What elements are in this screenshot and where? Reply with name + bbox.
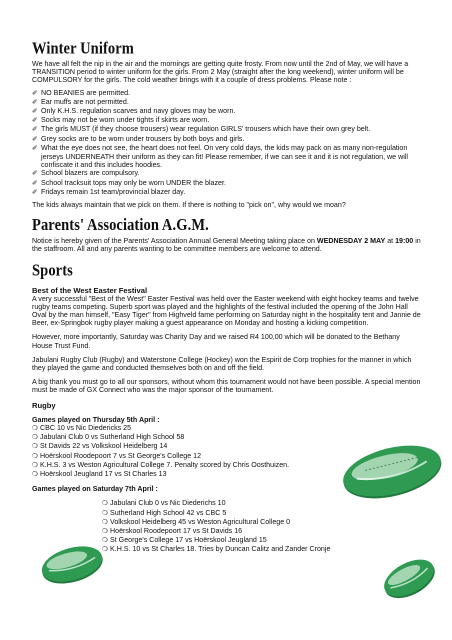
list-item-text: St Davids 22 vs Volkskool Heidelberg 14 bbox=[40, 442, 168, 451]
list-item-text: Socks may not be worn under tights if skirts are worn. bbox=[41, 116, 210, 125]
list-item-text: School tracksuit tops may only be worn UNDER the blazer. bbox=[41, 178, 226, 187]
list-item-text: School blazers are compulsory. bbox=[41, 169, 140, 178]
pen-nib-icon: ✐ bbox=[32, 188, 38, 196]
circle-bullet-icon: ❍ bbox=[102, 518, 108, 526]
list-item-text: Volkskool Heidelberg 45 vs Weston Agricultural College 0 bbox=[110, 517, 291, 526]
festival-para-1: A very successful "Best of the West" Easter Festival was held over the Easter weekend with eight hockey teams and twelve rugby teams competing. Superb sport was played and the highlights of the festival included the opening of the John Hall Oval by the man himself, "Easy Tiger" from Highveld fame performing on Saturday night in the hospitality tent and Jannie de Beer, ex-Springbok rugby player making a guest appearance on Monday and hosting a kicking competition. bbox=[32, 294, 421, 328]
list-item bbox=[102, 509, 422, 518]
sports-title: Sports bbox=[32, 261, 73, 280]
list-item-text: St George's College 17 vs Hoërskool Jeugland 15 bbox=[110, 536, 267, 545]
thursday-heading: Games played on Thursday 5th April : bbox=[32, 415, 160, 424]
saturday-heading: Games played on Saturday 7th April : bbox=[32, 485, 158, 494]
list-item bbox=[102, 536, 422, 545]
list-item-text: Hoërskool Roodepoort 7 vs St George's College 12 bbox=[40, 451, 202, 460]
circle-bullet-icon: ❍ bbox=[32, 434, 38, 442]
list-item-text: Sutherland High School 42 vs CBC 5 bbox=[110, 508, 227, 517]
list-item-text: K.H.S. 3 vs Weston Agricultural College 7. Penalty scored by Chris Oosthuizen. bbox=[40, 460, 290, 469]
circle-bullet-icon: ❍ bbox=[32, 452, 38, 460]
list-item-text: Only K.H.S. regulation scarves and navy gloves may be worn. bbox=[41, 107, 236, 116]
pen-nib-icon: ✐ bbox=[32, 170, 38, 178]
list-item bbox=[32, 188, 422, 197]
list-item-text: NO BEANIES are permitted. bbox=[41, 88, 131, 97]
circle-bullet-icon: ❍ bbox=[102, 546, 108, 554]
list-item bbox=[102, 518, 422, 527]
list-item-text: Hoërskool Jeugland 17 vs St Charles 13 bbox=[40, 469, 167, 478]
list-item-text: The girls MUST (if they choose trousers) wear regulation GIRLS' trousers which have their own grey belt. bbox=[41, 125, 371, 134]
list-item bbox=[32, 144, 422, 170]
pen-nib-icon: ✐ bbox=[32, 117, 38, 125]
pen-nib-icon: ✐ bbox=[32, 144, 38, 152]
list-item bbox=[32, 125, 422, 134]
circle-bullet-icon: ❍ bbox=[32, 461, 38, 469]
list-item bbox=[32, 107, 422, 116]
list-item bbox=[32, 169, 422, 178]
list-item bbox=[32, 89, 422, 98]
festival-para-2: However, more importantly, Saturday was Charity Day and we raised R4 100,00 which will be donated to the Bethany House Trust Fund. bbox=[32, 333, 400, 350]
list-item-text: Grey socks are to be worn under trousers by both boys and girls. bbox=[41, 134, 245, 143]
list-item bbox=[32, 135, 422, 144]
pen-nib-icon: ✐ bbox=[32, 108, 38, 116]
list-item-text: What the eye does not see, the heart does not feel. On very cold days, the kids may pack on as many non-regulation jerseys UNDERNEATH their uniform as they can fit! Please remember, if we can see it and it is not regulation, we will confiscate it and this includes hoodies. bbox=[41, 143, 408, 170]
circle-bullet-icon: ❍ bbox=[102, 509, 108, 517]
list-item-text: CBC 10 vs Nic Diedericks 25 bbox=[40, 423, 132, 432]
list-item bbox=[102, 527, 422, 536]
winter-intro: We have all felt the nip in the air and the mornings are getting quite frosty. From now until the 2nd of May, we will have a TRANSITION period to winter uniform for the girls. From 2 May (straight after the long weekend), winter uniform will be COMPULSORY for the girls. The cold weather brings with it a couple of dress problems. Please note : bbox=[32, 60, 409, 85]
pen-nib-icon: ✐ bbox=[32, 126, 38, 134]
circle-bullet-icon: ❍ bbox=[102, 527, 108, 535]
circle-bullet-icon: ❍ bbox=[102, 500, 108, 508]
list-item bbox=[102, 545, 422, 554]
rugby-heading: Rugby bbox=[32, 400, 56, 410]
circle-bullet-icon: ❍ bbox=[32, 443, 38, 451]
rugby-ball-icon bbox=[378, 555, 440, 601]
festival-heading: Best of the West Easter Festival bbox=[32, 285, 148, 295]
list-item-text: Jabulani Club 0 vs Nic Diederichs 10 bbox=[110, 499, 226, 508]
winter-closing: The kids always maintain that we pick on them. If there is nothing to "pick on", why would we moan? bbox=[32, 201, 346, 210]
festival-para-4: A big thank you must go to all our sponsors, without whom this tournament would not have been possible. A special mention must be made of GX Connect who was the major sponsor of the tournament. bbox=[32, 378, 421, 395]
list-item bbox=[32, 179, 422, 188]
circle-bullet-icon: ❍ bbox=[102, 537, 108, 545]
list-item bbox=[32, 424, 422, 433]
list-item-text: Hoërskool Roodepoort 17 vs St Davids 16 bbox=[110, 526, 243, 535]
agm-date: WEDNESDAY 2 MAY bbox=[316, 237, 386, 246]
circle-bullet-icon: ❍ bbox=[32, 470, 38, 478]
rugby-ball-icon bbox=[336, 440, 448, 502]
list-item-text: Ear muffs are not permitted. bbox=[41, 97, 129, 106]
rugby-ball-icon bbox=[36, 540, 108, 588]
agm-time: 19:00 bbox=[395, 237, 414, 246]
list-item bbox=[32, 116, 422, 125]
list-item-text: K.H.S. 10 vs St Charles 18. Tries by Duncan Calitz and Zander Cronje bbox=[110, 545, 331, 554]
agm-notice: Notice is hereby given of the Parents' Association Annual General Meeting taking place on WEDNESDAY 2 MAY at 19:00 in the staffroom. All and any parents wanting to be committee members are welcome to attend. bbox=[32, 237, 421, 254]
winter-uniform-title: Winter Uniform bbox=[32, 39, 134, 58]
pen-nib-icon: ✐ bbox=[32, 135, 38, 143]
pen-nib-icon: ✐ bbox=[32, 89, 38, 97]
pen-nib-icon: ✐ bbox=[32, 98, 38, 106]
pen-nib-icon: ✐ bbox=[32, 179, 38, 187]
list-item-text: Fridays remain 1st team/provincial blazer day. bbox=[41, 187, 186, 196]
circle-bullet-icon: ❍ bbox=[32, 424, 38, 432]
festival-para-3: Jabulani Rugby Club (Rugby) and Waterstone College (Hockey) won the Espirit de Corp trophies for the manner in which they played the game and conducted themselves both on and off the field. bbox=[32, 355, 412, 373]
agm-title: Parents' Association A.G.M. bbox=[32, 216, 209, 236]
list-item bbox=[32, 98, 422, 107]
list-item-text: Jabulani Club 0 vs Sutherland High School 58 bbox=[40, 433, 185, 442]
winter-rules-list bbox=[32, 89, 422, 197]
